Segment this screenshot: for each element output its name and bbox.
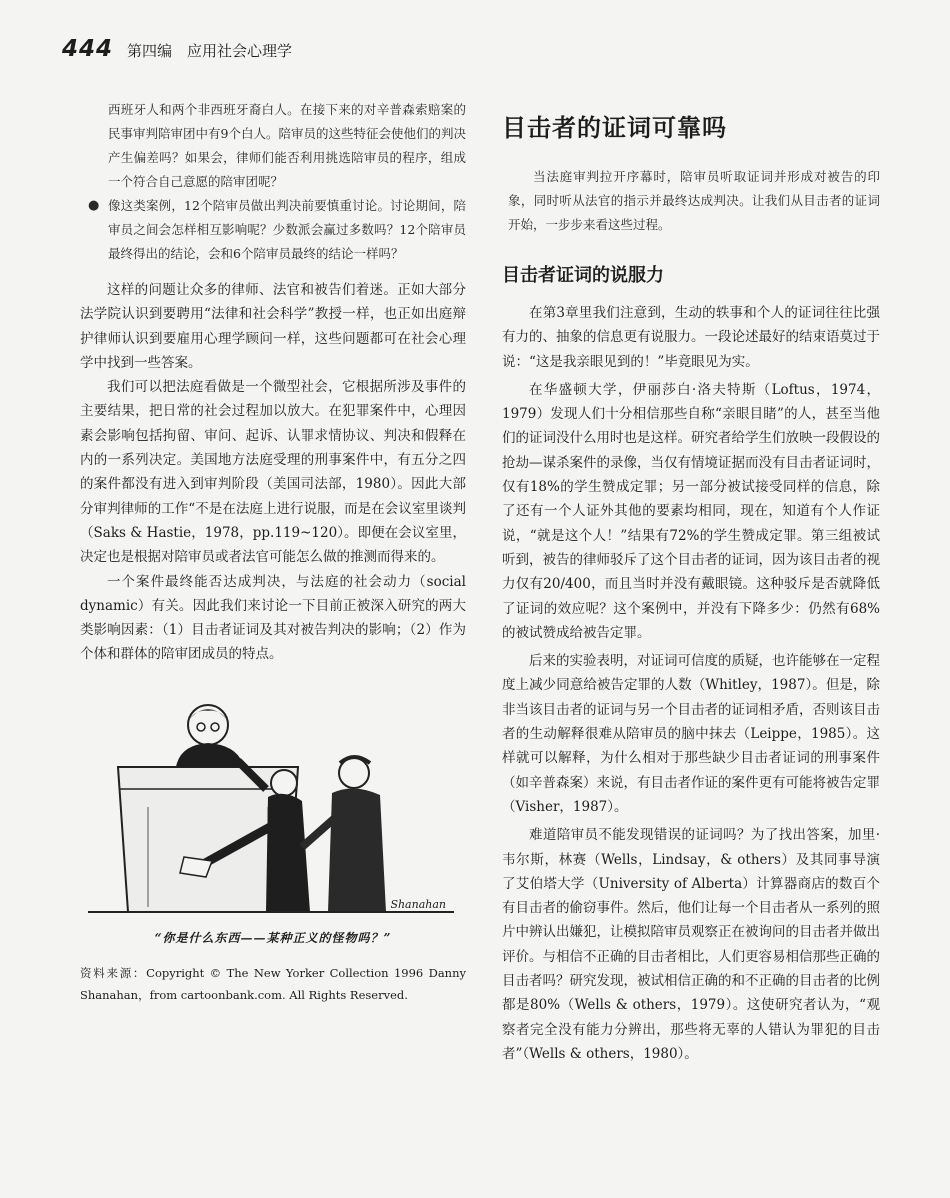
subsection-heading: 目击者证词的说服力: [502, 265, 664, 286]
paragraph: 我们可以把法庭看做是一个微型社会，它根据所涉及事件的主要结果，把日常的社会过程加以放大。在犯罪案件中，心理因素会影响包括拘留、审问、起诉、认罪求情协议、判决和假释在内的一系列决定。美国地方法庭受理的刑事案件中，有五分之四的案件都没有进入到审判阶段（美国司法部，1980）。因此大部分审判律师的工作“不是在法庭上进行说服，而是在会议室里谈判（Saks & Hastie，1978，pp.119~120）。即便在会议室里，决定也是根据对陪审员或者法官可能怎么做的推测而得来的。: [80, 379, 466, 566]
right-column: [502, 98, 880, 1066]
paragraph: 难道陪审员不能发现错误的证词吗？为了找出答案，加里·韦尔斯，林赛（Wells，Lindsay，& others）及其同事导演了艾伯塔大学（University of Alberta）计算器商店的数百个有目击者的偷窃事件。然后，他们让每一个目击者从一系列的照片中辨认出嫌犯，让模拟陪审员观察正在被询问的目击者并做出评价。与相信不正确的目击者相比，人们更容易相信那些正确的目击者吗？研究发现，被试相信正确的和不正确的目击者的比例都是80%（Wells & others，1979）。这使研究者认为，“观察者完全没有能力分辨出，那些将无辜的人错认为罪犯的目击者”（Wells & others，1980）。: [502, 827, 880, 1062]
section-heading: 目击者的证词可靠吗: [502, 114, 727, 142]
source-credit: 资料来源：Copyright © The New Yorker Collection 1996 Danny Shanahan，from cartoonbank.com. All Rights Reserved.: [80, 965, 466, 1002]
paragraph: 在华盛顿大学，伊丽莎白·洛夫特斯（Loftus，1974，1979）发现人们十分相信那些自称“亲眼目睹”的人，甚至当他们的证词没什么用时也是这样。研究者给学生们放映一段假设的抢劫—谋杀案件的录像，当仅有情境证据而没有目击者证词时，仅有18%的学生赞成定罪；另一部分被试接受同样的信息，除了还有一个人证外其他的要素均相同，现在，知道有个人作证说，“就是这个人！”结果有72%的学生赞成定罪。第三组被试听到，被告的律师驳斥了这个目击者的证词，因为该目击者的视力仅有20/400，而且当时并没有戴眼镜。这种驳斥是否就降低了证词的效应呢？这个案例中，并没有下降多少：仍然有68%的被试赞成给被告定罪。: [502, 381, 880, 641]
paragraph: 在第3章里我们注意到，生动的轶事和个人的证词往往比强有力的、抽象的信息更有说服力。一段论述最好的结束语莫过于说：“这是我亲眼见到的！”毕竟眼见为实。: [502, 305, 880, 370]
intro-continuation: 西班牙人和两个非西班牙裔白人。在接下来的对辛普森索赔案的民事审判陪审团中有9个白人。陪审员的这些特征会使他们的判决产生偏差吗？如果会，律师们能否利用挑选陪审员的程序，组成一个符合自己意愿的陪审团呢？: [108, 102, 466, 189]
paragraph: 后来的实验表明，对证词可信度的质疑，也许能够在一定程度上减少同意给被告定罪的人数（Whitley，1987）。但是，除非当该目击者的证词与另一个目击者的证词相矛盾，否则该目击者的生动解释很难从陪审员的脑中抹去（Leippe，1985）。这样就可以解释，为什么相对于那些缺少目击者证词的刑事案件（如辛普森案）来说，有目击者作证的案件更有可能将被告定罪（Visher，1987）。: [502, 653, 880, 815]
bullet-text: 像这类案例，12个陪审员做出判决前要慎重讨论。讨论期间，陪审员之间会怎样相互影响呢？少数派会赢过多数吗？12个陪审员最终得出的结论，会和6个陪审员最终的结论一样吗？: [108, 198, 466, 261]
cartoon-signature: Shanahan: [390, 897, 446, 911]
left-column: [80, 98, 466, 1006]
paragraph: 一个案件最终能否达成判决，与法庭的社会动力（social dynamic）有关。因此我们来讨论一下目前正被深入研究的两大类影响因素：（1）目击者证词及其对被告判决的影响；（2）作为个体和群体的陪审团成员的特点。: [80, 573, 466, 663]
cartoon-illustration-icon: [88, 697, 454, 919]
page-number: 444: [62, 36, 114, 62]
courtroom-cartoon: [88, 697, 454, 919]
intro-block: [80, 98, 466, 266]
section-lead: 当法庭审判拉开序幕时，陪审员听取证词并形成对被告的印象，同时听从法官的指示并最终达成判决。让我们从目击者的证词开始，一步步来看这些过程。: [508, 169, 880, 232]
cartoon-caption: “你是什么东西——某种正义的怪物吗？”: [154, 930, 392, 945]
left-paragraphs: [80, 278, 466, 667]
section-title: 第四编 应用社会心理学: [127, 42, 293, 60]
bullet-item: [88, 194, 466, 266]
page-header: [62, 36, 292, 62]
bullet-icon: ●: [88, 198, 100, 213]
paragraph: 这样的问题让众多的律师、法官和被告们着迷。正如大部分法学院认识到要聘用“法律和社会科学”教授一样，也正如出庭辩护律师认识到要雇用心理学顾问一样，这些问题都可在社会心理学中找到一些答案。: [80, 282, 466, 371]
